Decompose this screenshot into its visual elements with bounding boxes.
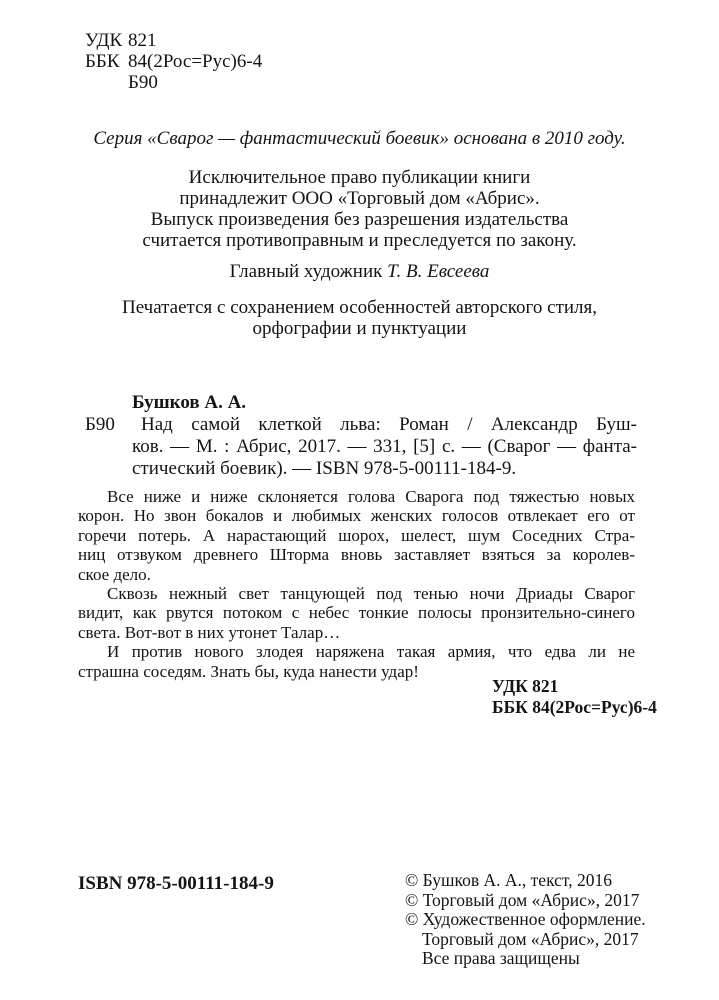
rights-line: Выпуск произведения без разрешения издательства <box>150 209 569 230</box>
rights-line: принадлежит ООО «Торговый дом «Абрис». <box>179 188 540 209</box>
annotation-line: горечи потерь. А нарастающий шорох, шелест, шум Соседних Стра- <box>78 525 635 545</box>
top-classification-codes <box>85 30 262 93</box>
udk-code-bottom: УДК 821 <box>492 676 559 696</box>
copyright-line: Все права защищены <box>422 948 580 968</box>
annotation-line: Сквозь нежный свет танцующей под тенью ночи Дриады Сварог <box>107 584 635 604</box>
copyright-line: © Художественное оформление. <box>405 909 646 929</box>
annotation-line: ское дело. <box>78 564 151 584</box>
catalog-card-line: Над самой клеткой льва: Роман / Александр Буш- <box>141 414 637 435</box>
artist-name: Т. В. Евсеева <box>387 261 490 282</box>
annotation-line: И против нового злодея наряжена такая армия, что едва ли не <box>107 642 635 662</box>
udk-label: УДК <box>85 30 123 51</box>
author-sign: Б90 <box>128 72 158 93</box>
chief-artist-credit <box>0 261 719 283</box>
style-note-line: орфографии и пунктуации <box>252 318 467 339</box>
isbn: ISBN 978-5-00111-184-9 <box>78 873 274 894</box>
catalog-card-entry <box>85 414 637 480</box>
annotation-line: ниц отзвуком древнего Шторма вновь заставляет взяться за королев- <box>78 545 635 565</box>
annotation-line: видит, как рвутся потоком с небес тонкие полосы пронзительно-синего <box>78 603 635 623</box>
catalog-card-code: Б90 <box>85 414 115 435</box>
bottom-classification-codes <box>492 676 657 718</box>
udk-value: 821 <box>128 30 157 51</box>
annotation-line: корон. Но звон бокалов и любимых женских голосов отвлекает его от <box>78 506 635 526</box>
annotation-block <box>78 487 635 681</box>
spacer <box>85 72 128 93</box>
bbk-value: 84(2Рос=Рус)6-4 <box>128 51 263 72</box>
annotation-line: страшна соседям. Знать бы, куда нанести удар! <box>78 661 419 681</box>
catalog-card-line: стический боевик). — ISBN 978-5-00111-184-9. <box>132 458 517 479</box>
author-style-note <box>0 297 719 339</box>
annotation-line: Все ниже и ниже склоняется голова Сварога под тяжестью новых <box>107 487 635 506</box>
catalog-card-line: ков. — М. : Абрис, 2017. — 331, [5] с. — (Сварог — фанта- <box>132 436 637 457</box>
rights-line: Исключительное право публикации книги <box>188 167 531 188</box>
style-note-line: Печатается с сохранением особенностей авторского стиля, <box>121 297 598 318</box>
artist-prefix: Главный художник <box>229 261 383 282</box>
bbk-code-bottom: ББК 84(2Рос=Рус)6-4 <box>492 697 657 717</box>
catalog-card-author: Бушков А. А. <box>132 392 247 413</box>
copyright-line: © Торговый дом «Абрис», 2017 <box>405 889 640 910</box>
publication-rights-note <box>0 167 719 251</box>
rights-line: считается противоправным и преследуется по закону. <box>142 230 577 251</box>
bbk-label: ББК <box>85 51 120 72</box>
copyright-line: © Бушков А. А., текст, 2016 <box>405 870 612 890</box>
series-note: Серия «Сварог — фантастический боевик» основана в 2010 году. <box>93 128 626 149</box>
copyright-block <box>405 871 646 969</box>
annotation-line: света. Вот-вот в них утонет Талар… <box>78 622 341 642</box>
copyright-line: Торговый дом «Абрис», 2017 <box>422 928 639 949</box>
